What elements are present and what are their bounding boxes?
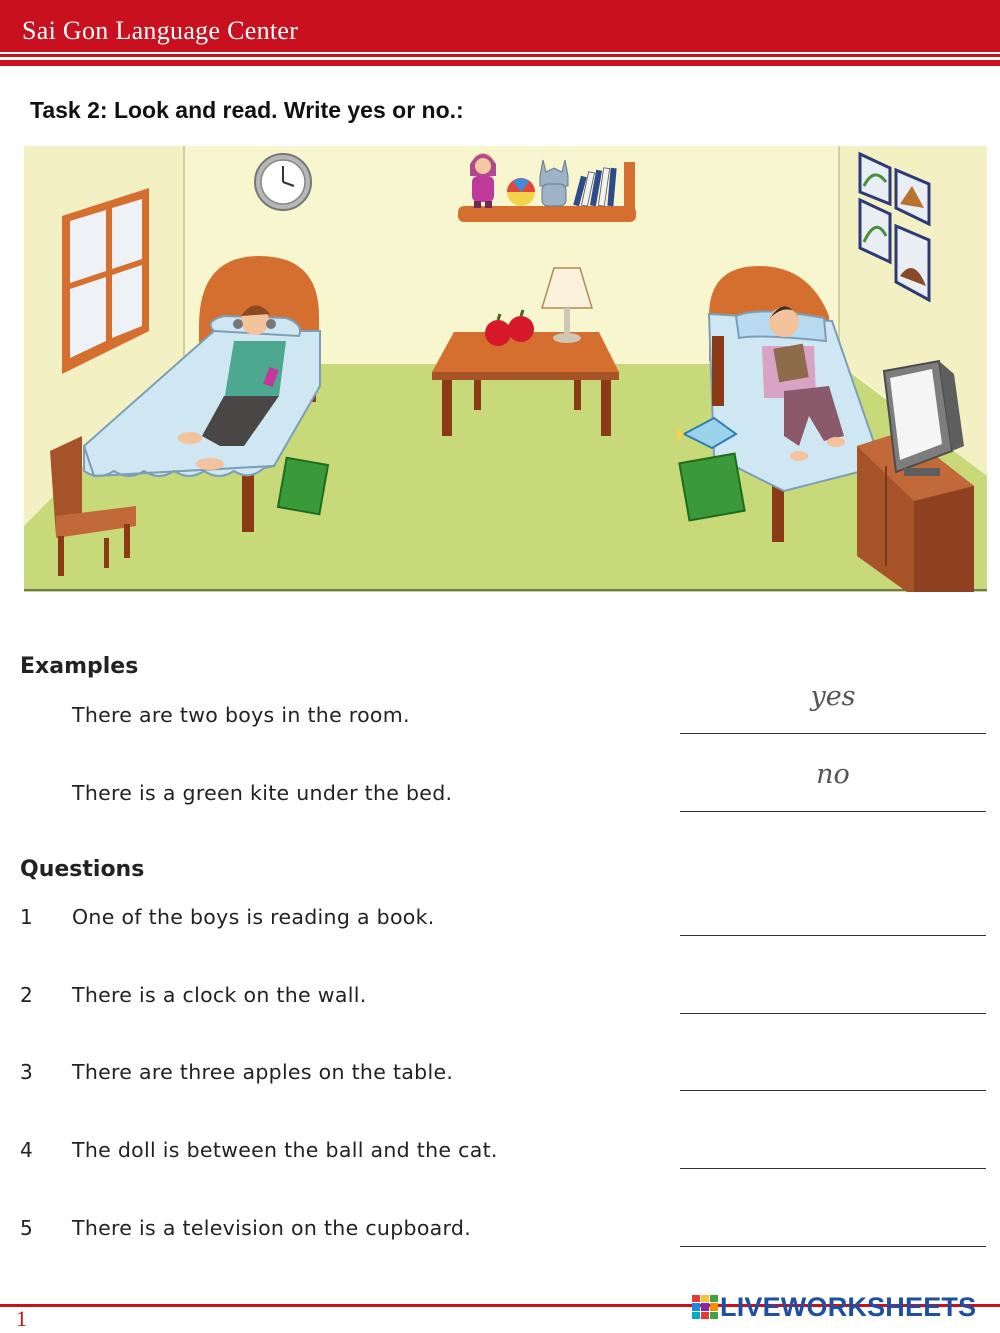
rug-right [679,454,744,521]
question-statement: One of the boys is reading a book. [72,905,435,929]
example-row [0,759,1000,821]
question-statement: There are three apples on the table. [72,1060,454,1084]
page-number: 1 [16,1306,27,1331]
header-rule [0,54,1000,57]
header-bar [0,0,1000,52]
question-statement: The doll is between the ball and the cat. [72,1138,498,1162]
example-statement: There are two boys in the room. [72,703,410,727]
question-number: 2 [20,983,33,1007]
example-answer: no [816,759,850,790]
example-answer: yes [810,681,856,712]
center-name: Sai Gon Language Center [22,16,299,45]
question-number: 4 [20,1138,33,1162]
answer-line [680,1246,986,1247]
liveworksheets-logo [692,1293,976,1321]
question-number: 1 [20,905,33,929]
question-row [0,1216,1000,1256]
example-statement: There is a green kite under the bed. [72,781,453,805]
question-row [0,1138,1000,1178]
question-number: 3 [20,1060,33,1084]
clock-icon [255,154,311,210]
doll-icon [470,153,496,208]
answer-line [680,733,986,734]
question-statement: There is a television on the cupboard. [72,1216,472,1240]
brand-name: LIVEWORKSHEETS [720,1291,977,1322]
question-row [0,983,1000,1023]
rug-left [278,458,328,515]
header-rule-thick [0,60,1000,66]
liveworksheets-mark-icon [692,1295,718,1319]
example-row [0,681,1000,743]
answer-line [680,935,986,936]
answer-line [680,811,986,812]
ball-icon [507,178,535,206]
answer-line [680,1013,986,1014]
answer-line [680,1168,986,1169]
examples-heading: Examples [20,654,139,679]
answer-line [680,1090,986,1091]
bedroom-illustration [24,146,987,592]
questions-heading: Questions [20,857,145,882]
question-statement: There is a clock on the wall. [72,983,367,1007]
question-row [0,1060,1000,1100]
question-row [0,905,1000,945]
question-number: 5 [20,1216,33,1240]
task-title: Task 2: Look and read. Write yes or no.: [30,97,464,123]
